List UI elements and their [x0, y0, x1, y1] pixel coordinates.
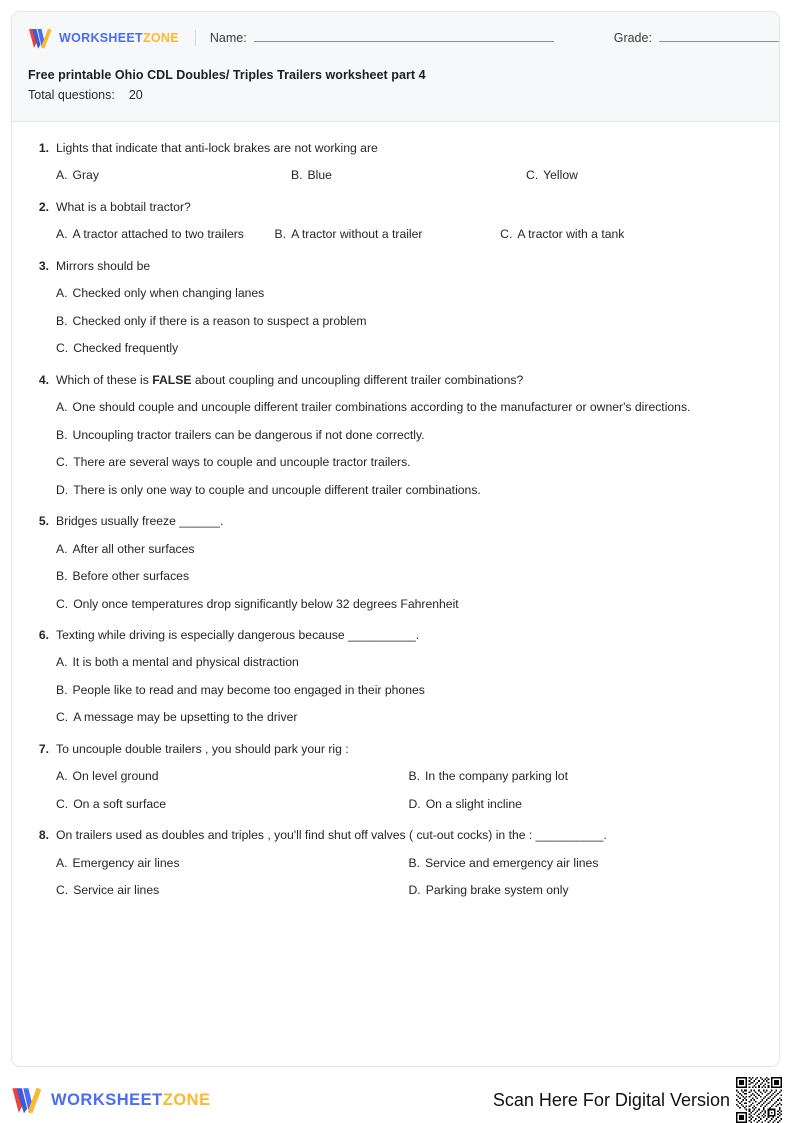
- question-number: 5.: [38, 514, 49, 529]
- questions-list: [12, 122, 779, 924]
- question-number: 1.: [38, 141, 49, 155]
- option-text: Uncoupling tractor trailers can be dangerous if not done correctly.: [72, 427, 425, 442]
- question-prompt: [30, 258, 761, 274]
- question-item: [30, 627, 761, 726]
- question-text-before: Which of these is: [56, 372, 153, 387]
- option-key: A.: [56, 855, 68, 870]
- option-item[interactable]: [409, 855, 762, 871]
- option-text: On a slight incline: [425, 796, 522, 811]
- option-text: Only once temperatures drop significantly below 32 degrees Fahrenheit: [73, 596, 459, 611]
- option-text: Parking brake system only: [425, 883, 569, 898]
- option-item[interactable]: [56, 285, 761, 301]
- option-item[interactable]: [526, 167, 761, 183]
- option-text: After all other surfaces: [72, 541, 195, 556]
- question-emphasis: FALSE: [152, 372, 192, 387]
- option-text: It is both a mental and physical distraction: [72, 655, 299, 670]
- option-item[interactable]: [56, 709, 761, 725]
- option-item[interactable]: [56, 427, 761, 443]
- option-text: On a soft surface: [73, 796, 166, 811]
- question-text: On trailers used as doubles and triples , you'll find shut off valves ( cut-out cocks) in the : __________.: [56, 828, 607, 843]
- question-text-after: about coupling and uncoupling different trailer combinations?: [191, 372, 524, 387]
- question-number: 6.: [38, 627, 49, 642]
- options-group: [30, 855, 761, 899]
- option-text: A tractor attached to two trailers: [72, 227, 244, 242]
- option-key: C.: [525, 168, 539, 183]
- option-text: On level ground: [72, 769, 159, 784]
- question-text: What is a bobtail tractor?: [56, 199, 191, 214]
- option-item[interactable]: [56, 882, 409, 898]
- option-item[interactable]: [56, 167, 291, 183]
- option-text: There is only one way to couple and uncouple different trailer combinations.: [73, 482, 481, 497]
- option-key: B.: [408, 855, 421, 870]
- option-key: A.: [56, 227, 68, 242]
- name-label: Name:: [209, 31, 247, 45]
- option-key: C.: [56, 796, 69, 811]
- header-divider: [195, 30, 196, 46]
- option-key: B.: [56, 427, 68, 442]
- question-prompt: [30, 513, 761, 529]
- brand-word-accent: ZONE: [142, 31, 179, 45]
- option-key: A.: [56, 655, 68, 670]
- grade-field[interactable]: [614, 31, 780, 45]
- option-key: D.: [408, 796, 421, 811]
- option-text: In the company parking lot: [425, 769, 568, 784]
- option-text: Checked frequently: [73, 341, 179, 356]
- grade-write-line[interactable]: [659, 41, 780, 42]
- option-item[interactable]: [291, 167, 526, 183]
- option-text: Emergency air lines: [72, 855, 180, 870]
- grade-label: Grade:: [613, 31, 652, 45]
- option-text: A message may be upsetting to the driver: [73, 710, 298, 725]
- question-item: [30, 827, 761, 898]
- option-key: A.: [56, 400, 68, 415]
- brand-wordmark: [59, 31, 179, 45]
- option-key: B.: [56, 569, 68, 584]
- option-key: A.: [56, 168, 68, 183]
- option-item[interactable]: [409, 768, 762, 784]
- option-key: C.: [500, 227, 513, 242]
- worksheet-zone-w-logo-icon: [28, 28, 52, 49]
- total-questions-label: Total questions:: [28, 88, 115, 102]
- options-group: [30, 768, 761, 812]
- question-item: [30, 513, 761, 612]
- option-text: Service and emergency air lines: [425, 855, 599, 870]
- options-group: [30, 226, 761, 242]
- option-text: Yellow: [543, 168, 578, 183]
- option-text: People like to read and may become too engaged in their phones: [72, 682, 425, 697]
- option-text: A tractor with a tank: [517, 227, 625, 242]
- option-key: C.: [56, 341, 69, 356]
- question-text: To uncouple double trailers , you should park your rig :: [56, 741, 349, 756]
- worksheet-zone-w-logo-icon: [11, 1087, 42, 1114]
- question-number: 7.: [38, 741, 49, 756]
- question-number: 2.: [38, 199, 49, 214]
- page-footer: [0, 1078, 793, 1122]
- option-item[interactable]: [56, 340, 761, 356]
- worksheet-header: [12, 12, 779, 122]
- question-prompt: [30, 372, 761, 388]
- question-prompt: [30, 140, 761, 156]
- option-key: C.: [56, 710, 69, 725]
- header-top-row: [28, 24, 763, 52]
- option-text: Blue: [307, 168, 332, 183]
- option-item[interactable]: [56, 654, 761, 670]
- question-item: [30, 372, 761, 498]
- worksheet-title: Free printable Ohio CDL Doubles/ Triples Trailers worksheet part 4: [28, 68, 426, 82]
- options-group: [30, 285, 761, 356]
- option-item[interactable]: [500, 226, 761, 242]
- option-item[interactable]: [409, 882, 762, 898]
- option-key: D.: [56, 482, 69, 497]
- footer-brand-logo[interactable]: [11, 1087, 211, 1114]
- option-key: B.: [408, 769, 421, 784]
- brand-word-main: WORKSHEET: [59, 31, 143, 45]
- option-item[interactable]: [56, 454, 761, 470]
- option-key: A.: [56, 541, 68, 556]
- option-key: C.: [56, 596, 69, 611]
- brand-logo[interactable]: [28, 28, 179, 49]
- question-prompt: [30, 827, 761, 843]
- option-key: A.: [56, 286, 68, 301]
- question-text: [56, 372, 761, 388]
- option-item[interactable]: [56, 226, 275, 242]
- footer-brand-word-accent: ZONE: [162, 1090, 211, 1109]
- option-key: B.: [56, 313, 68, 328]
- options-group: [30, 167, 761, 183]
- question-number: 8.: [38, 828, 49, 843]
- options-group: [30, 399, 761, 498]
- option-text: Before other surfaces: [72, 569, 190, 584]
- option-key: B.: [290, 168, 303, 183]
- option-key: C.: [56, 455, 69, 470]
- footer-brand-wordmark: [51, 1091, 211, 1110]
- option-item[interactable]: [56, 682, 761, 698]
- option-key: B.: [56, 682, 68, 697]
- total-questions-row: [28, 88, 763, 102]
- worksheet-card: [11, 11, 780, 1067]
- option-key: D.: [408, 883, 421, 898]
- total-questions-value: 20: [128, 88, 143, 102]
- option-item[interactable]: [56, 313, 761, 329]
- question-number: 3.: [38, 258, 49, 273]
- option-key: B.: [274, 227, 287, 242]
- option-item[interactable]: [56, 541, 761, 557]
- question-text: Bridges usually freeze ______.: [56, 514, 224, 529]
- option-text: Checked only when changing lanes: [72, 286, 265, 301]
- option-text: One should couple and uncouple different trailer combinations according to the manufacturer or owner's directions.: [72, 400, 691, 415]
- option-text: Checked only if there is a reason to suspect a problem: [72, 313, 367, 328]
- option-key: C.: [56, 883, 69, 898]
- option-item[interactable]: [409, 796, 762, 812]
- option-item[interactable]: [56, 399, 761, 415]
- question-item: [30, 199, 761, 243]
- option-item[interactable]: [56, 768, 409, 784]
- option-item[interactable]: [56, 482, 761, 498]
- question-number: 4.: [38, 372, 49, 387]
- question-text: Lights that indicate that anti-lock brakes are not working are: [56, 141, 378, 155]
- option-key: A.: [56, 769, 68, 784]
- name-field[interactable]: [210, 31, 554, 45]
- option-text: There are several ways to couple and uncouple tractor trailers.: [73, 455, 411, 470]
- option-text: Service air lines: [73, 883, 160, 898]
- scan-here-label: Scan Here For Digital Version: [492, 1089, 730, 1110]
- options-group: [30, 654, 761, 725]
- question-prompt: [30, 199, 761, 215]
- option-text: Gray: [72, 168, 99, 183]
- question-item: [30, 258, 761, 357]
- question-text: Texting while driving is especially dangerous because __________.: [56, 627, 420, 642]
- footer-scan-group: [493, 1077, 782, 1123]
- question-text: Mirrors should be: [56, 258, 151, 273]
- qr-code-icon[interactable]: [736, 1077, 782, 1123]
- option-text: A tractor without a trailer: [291, 227, 423, 242]
- option-item[interactable]: [56, 855, 409, 871]
- option-item[interactable]: [56, 568, 761, 584]
- question-item: [30, 140, 761, 184]
- question-prompt: [30, 741, 761, 757]
- question-item: [30, 741, 761, 812]
- options-group: [30, 541, 761, 612]
- option-item[interactable]: [275, 226, 501, 242]
- name-write-line[interactable]: [254, 41, 554, 42]
- footer-brand-word-main: WORKSHEET: [51, 1090, 163, 1109]
- option-item[interactable]: [56, 796, 409, 812]
- question-prompt: [30, 627, 761, 643]
- option-item[interactable]: [56, 596, 761, 612]
